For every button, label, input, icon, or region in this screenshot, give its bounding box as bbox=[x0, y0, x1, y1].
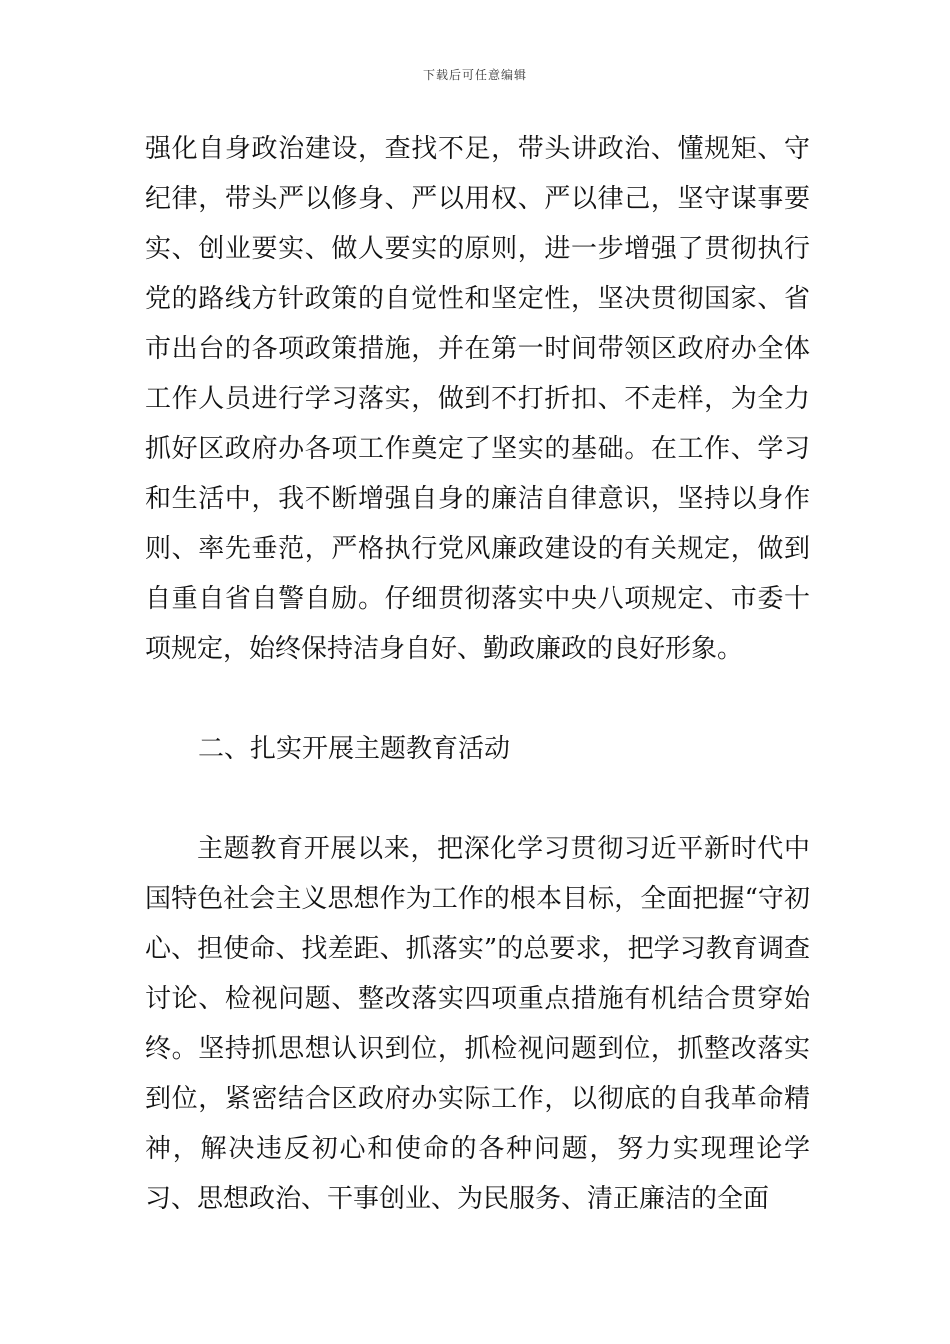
section-heading: 二、扎实开展主题教育活动 bbox=[198, 734, 511, 764]
paragraph-political-building: 强化自身政治建设，查找不足，带头讲政治、懂规矩、守纪律，带头严以修身、严以用权、严以律己，坚守谋事要实、创业要实、做人要实的原则，进一步增强了贯彻执行党的路线方针政策的自觉性和坚定性，坚决贯彻国家、省市出台的各项政策措施，并在第一时间带领区政府办全体工作人员进行学习落实，做到不打折扣、不走样，为全力抓好区政府办各项工作奠定了坚实的基础。在工作、学习和生活中，我不断增强自身的廉洁自律意识，坚持以身作则、率先垂范，严格执行党风廉政建设的有关规定，做到自重自省自警自励。仔细贯彻落实中央八项规定、市委十项规定，始终保持洁身自好、勤政廉政的良好形象。 bbox=[145, 134, 810, 664]
download-note: 下载后可任意编辑 bbox=[422, 68, 527, 82]
paragraph-theme-education: 主题教育开展以来，把深化学习贯彻习近平新时代中国特色社会主义思想作为工作的根本目标，全面把握“守初心、担使命、找差距、抓落实”的总要求，把学习教育调查讨论、检视问题、整改落实四项重点措施有机结合贯穿始终。坚持抓思想认识到位，抓检视问题到位，抓整改落实到位，紧密结合区政府办实际工作，以彻底的自我革命精神，解决违反初心和使命的各种问题，努力实现理论学习、思想政治、干事创业、为民服务、清正廉洁的全面 bbox=[145, 834, 810, 1214]
